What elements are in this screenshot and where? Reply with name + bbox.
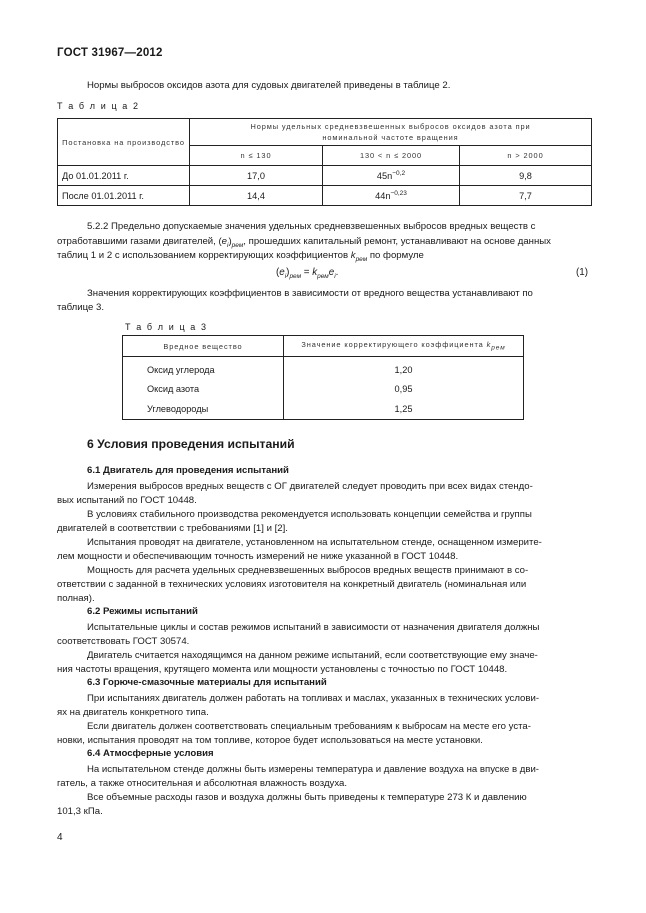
table3-value: 1,25 [284,399,524,420]
text-line: новки, испытания проводят на том топливе, которое будет использоваться на месте установки. [57,735,483,746]
table2-row-label: До 01.01.2011 г. [58,166,190,186]
table2-row-label: После 01.01.2011 г. [58,186,190,206]
text-line: На испытательном стенде должны быть измерены температура и давление воздуха на впуске в дви- [87,764,540,775]
table2-cell: 7,7 [460,186,592,206]
table3-substance: Углеводороды [123,399,284,420]
table2-cell: 9,8 [460,166,592,186]
table-row [123,361,524,380]
table2-sub-col1: n ≤ 130 [190,146,323,166]
text-line: В условиях стабильного производства рекомендуется использовать концепции семейства и группы [87,509,532,520]
table3 [122,335,524,420]
text-line: Измерения выбросов вредных веществ с ОГ двигателей следует проводить при всех видах стендо- [87,481,533,492]
text-line: ния частоты вращения, крутящего момента или мощности установлены с точностью по ГОСТ 10448. [57,664,508,675]
table2-sub-col3: n > 2000 [460,146,592,166]
text-line: вых испытаний по ГОСТ 10448. [57,495,197,506]
table2-cell: $44n^{-0,23}$ [323,186,460,206]
text-line: гатель, а также относительная и абсолютная влажность воздуха. [57,778,348,789]
table2-header-norms: Нормы удельных средневзвешенных выбросов оксидов азота при номинальной частоте вращения [190,119,592,146]
table2-label: Т а б л и ц а 2 [57,101,140,111]
text-line: Если двигатель должен соответствовать специальным требованиям к выбросам на месте его уста- [87,721,531,732]
table3-label: Т а б л и ц а 3 [125,322,208,332]
page-number: 4 [57,832,63,843]
table3-header-coef: Значение корректирующего коэффициента $k_{рем}$ [284,336,524,357]
subsection-title: 6.3 Горюче-смазочные материалы для испытаний [87,677,327,688]
table3-substance: Оксид азота [123,380,284,399]
table3-header-substance: Вредное вещество [123,336,284,357]
text-line: Мощность для расчета удельных средневзвешенных выбросов вредных веществ принимают в со- [87,565,529,576]
table2-cell: 14,4 [190,186,323,206]
table2-sub-col2: 130 < n ≤ 2000 [323,146,460,166]
text-line: Испытания проводят на двигателе, установленном на испытательном стенде, оснащенном измерите- [87,537,542,548]
para-522-line2: отработавшими газами двигателей, $(e_i)_{рем}$, прошедших капитальный ремонт, устанавливают на основе данных [57,236,551,249]
text-line: двигателей в соответствии с требованиями [1] и [2]. [57,523,288,534]
table3-value: 0,95 [284,380,524,399]
subsection-title: 6.4 Атмосферные условия [87,748,214,759]
subsection-title: 6.2 Режимы испытаний [87,606,198,617]
para-522-line3: таблиц 1 и 2 с использованием корректирующих коэффициентов $k_{рем}$ по формуле [57,250,424,263]
formula-number: (1) [576,267,588,278]
text-line: Двигатель считается находящимся на данном режиме испытаний, если соответствующие ему значе- [87,650,538,661]
table-row [58,186,592,206]
table3-substance: Оксид углерода [123,361,284,380]
text-line: ответствии с заданной в технических условиях изготовителя на конкретный двигатель (номинальная или [57,579,527,590]
table2-header-production: Постановка на производство [58,119,190,166]
standard-number: ГОСТ 31967—2012 [57,47,163,59]
para-coef-line1: Значения корректирующих коэффициентов в зависимости от вредного вещества устанавливают по [87,288,533,299]
table2-cell: 17,0 [190,166,323,186]
text-line: полная). [57,593,95,604]
table-row [58,166,592,186]
text-line: При испытаниях двигатель должен работать на топливах и маслах, указанных в технических услови- [87,693,540,704]
intro-text: Нормы выбросов оксидов азота для судовых двигателей приведены в таблице 2. [87,80,451,91]
para-522-line1: 5.2.2 Предельно допускаемые значения удельных средневзвешенных выбросов вредных веществ с [87,221,536,232]
text-line: 101,3 кПа. [57,806,103,817]
table-row [123,399,524,420]
section-title: 6 Условия проведения испытаний [87,437,295,451]
table-row [123,380,524,399]
text-line: соответствовать ГОСТ 30574. [57,636,190,647]
table2-cell: $45n^{-0,2}$ [323,166,460,186]
formula: $(e_i)_{рем} = k_{рем}e_i$. [276,267,339,280]
text-line: лем мощности и обеспечивающим точность измерений не ниже указанной в ГОСТ 10448. [57,551,459,562]
subsection-title: 6.1 Двигатель для проведения испытаний [87,465,289,476]
text-line: ях на двигатель конкретного типа. [57,707,209,718]
text-line: Испытательные циклы и состав режимов испытаний в зависимости от назначения двигателя должны [87,622,540,633]
table2 [57,118,592,206]
text-line: Все объемные расходы газов и воздуха должны быть приведены к температуре 273 К и давлению [87,792,527,803]
table3-value: 1,20 [284,361,524,380]
para-coef-line2: таблице 3. [57,302,105,313]
